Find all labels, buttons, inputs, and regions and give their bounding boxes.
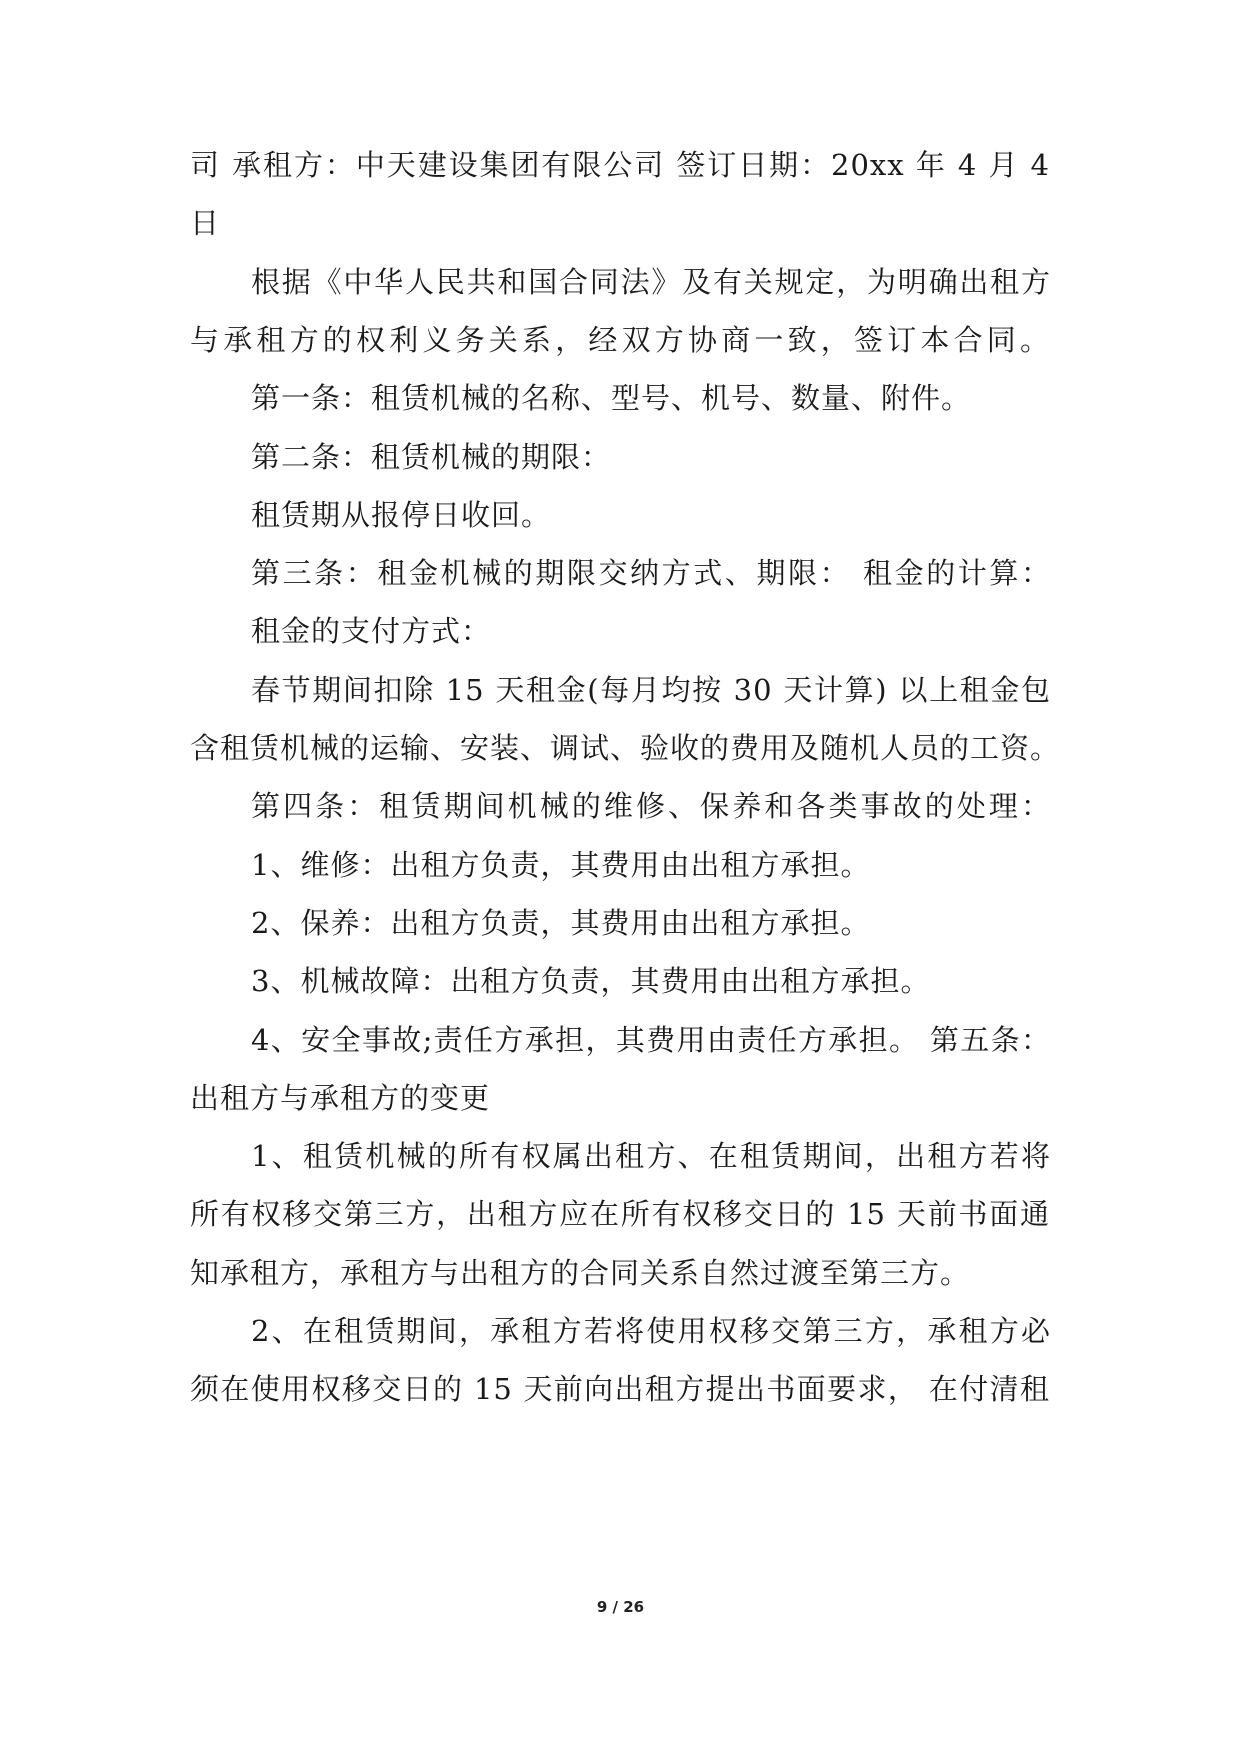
page-number: 9 / 26 [596, 1598, 645, 1616]
text-line-8: 第三条：租金机械的期限交纳方式、期限： 租金的计算： [251, 556, 1051, 590]
text-line-14: 2、保养：出租方负责，其费用由出租方承担。 [251, 906, 871, 940]
text-line-3: 根据《中华人民共和国合同法》及有关规定，为明确出租方 [251, 265, 1051, 299]
text-line-6: 第二条：租赁机械的期限： [251, 440, 612, 474]
text-line-10: 春节期间扣除 15 天租金(每月均按 30 天计算) 以上租金包 [251, 673, 1051, 707]
text-line-13: 1、维修：出租方负责，其费用由出租方承担。 [251, 848, 871, 882]
text-line-1: 司 承租方：中天建设集团有限公司 签订日期：20xx 年 4 月 4 [190, 148, 1050, 182]
text-line-4: 与承租方的权利义务关系，经双方协商一致，签订本合同。 [190, 323, 1050, 357]
text-line-12: 第四条：租赁期间机械的维修、保养和各类事故的处理： [251, 789, 1051, 823]
text-line-15: 3、机械故障：出租方负责，其费用由出租方承担。 [251, 964, 931, 998]
text-line-11: 含租赁机械的运输、安装、调试、验收的费用及随机人员的工资。 [190, 731, 1061, 765]
text-line-7: 租赁期从报停日收回。 [251, 498, 552, 532]
text-line-16: 4、安全事故;责任方承担，其费用由责任方承担。 第五条： [251, 1023, 1051, 1057]
text-line-2: 日 [190, 206, 221, 240]
text-line-18: 1、租赁机械的所有权属出租方、在租赁期间，出租方若将 [251, 1139, 1051, 1173]
text-line-5: 第一条：租赁机械的名称、型号、机号、数量、附件。 [251, 381, 972, 415]
text-line-20: 知承租方，承租方与出租方的合同关系自然过渡至第三方。 [190, 1256, 971, 1290]
text-line-19: 所有权移交第三方，出租方应在所有权移交日的 15 天前书面通 [190, 1197, 1050, 1231]
text-line-22: 须在使用权移交日的 15 天前向出租方提出书面要求， 在付清租 [190, 1372, 1050, 1406]
text-line-17: 出租方与承租方的变更 [190, 1081, 491, 1115]
text-line-9: 租金的支付方式： [251, 614, 492, 648]
text-line-21: 2、在租赁期间，承租方若将使用权移交第三方，承租方必 [251, 1314, 1051, 1348]
